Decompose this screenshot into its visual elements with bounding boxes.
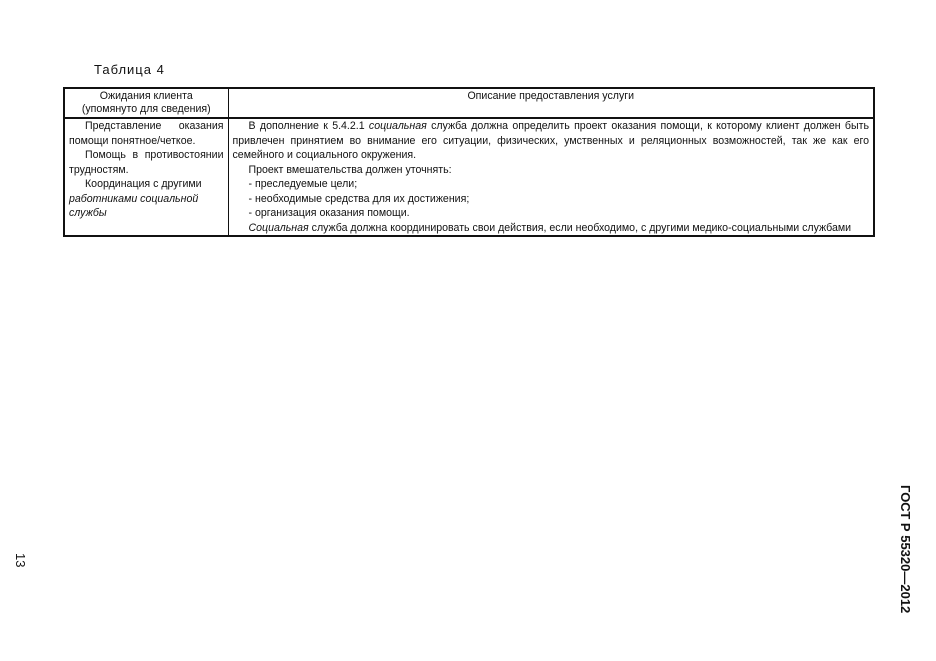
description-paragraph-2: Проект вмешательства должен уточнять: bbox=[248, 163, 452, 176]
header-service-description: Описание предоставления услуги bbox=[228, 88, 874, 118]
table-caption: Таблица 4 bbox=[94, 62, 165, 77]
service-description-cell bbox=[228, 118, 874, 236]
expectation-prefix: Координация с другими bbox=[85, 178, 202, 190]
description-paragraph-3 bbox=[233, 221, 870, 236]
expectation-item: Представление оказания помощи понятное/четкое. bbox=[69, 120, 224, 147]
services-table bbox=[63, 87, 875, 237]
list-item: - организация оказания помощи. bbox=[248, 207, 410, 219]
header-left-line1: Ожидания клиента bbox=[99, 90, 193, 102]
para1-text-a: В дополнение к 5.4.2.1 bbox=[248, 120, 369, 132]
table-row bbox=[64, 118, 874, 236]
page-number: 13 bbox=[13, 553, 28, 568]
list-item: - преследуемые цели; bbox=[248, 178, 358, 190]
header-left-line2: (упомянуто для сведения) bbox=[81, 103, 211, 115]
list-item: - необходимые средства для их достижения; bbox=[248, 192, 470, 205]
description-paragraph-1 bbox=[233, 119, 870, 163]
standard-code: ГОСТ Р 55320—2012 bbox=[898, 485, 913, 614]
expectation-item bbox=[69, 177, 224, 221]
para1-text-b: служба должна определить проект оказания помощи, к которому клиент должен быть привлечен принятием во внимание его ситуации, физических, умственных и реляционных возможностей, так же как его семейного и социального окружения. bbox=[232, 120, 869, 161]
client-expectations-cell bbox=[64, 118, 228, 236]
header-client-expectations bbox=[64, 88, 228, 118]
para1-italic: социальная bbox=[368, 120, 427, 132]
para3-text: служба должна координировать свои действия, если необходимо, с другими медико-социальными службами bbox=[308, 221, 852, 234]
expectation-item: Помощь в противостоянии трудностям. bbox=[69, 149, 224, 176]
para3-italic: Социальная bbox=[248, 221, 309, 234]
expectation-italic: работниками социальной службы bbox=[69, 192, 199, 219]
table-header-row bbox=[64, 88, 874, 118]
